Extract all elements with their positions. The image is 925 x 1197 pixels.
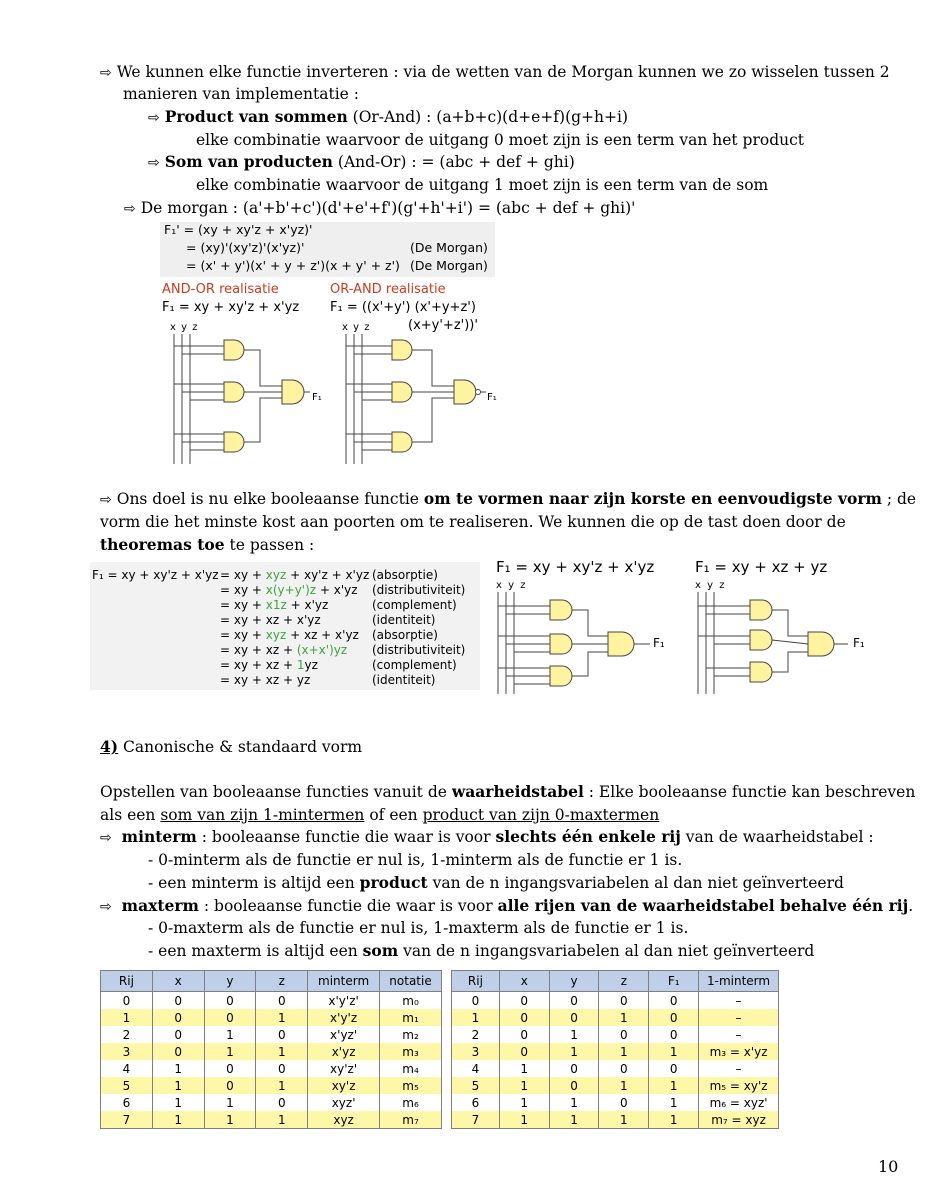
step-text: = xy + xz + [220,643,297,657]
table-cell: m₄ [380,1060,442,1077]
table-header: notatie [380,971,442,992]
and-or-circuit [174,334,310,464]
or-and-eq1: F₁ = ((x'+y') (x'+y+z') [330,300,476,315]
minterm-note1: - 0-minterm als de functie er nul is, 1-minterm als de functie er 1 is. [148,851,683,869]
circuitA-output-label: F₁ [653,636,665,650]
minterm-note2: - een minterm is altijd een product van de n ingangsvariabelen al dan niet geïnverteerd [148,873,844,892]
step-highlight: 1 [296,658,305,672]
table-cell: 1 [204,1043,256,1060]
table-cell: 3 [101,1043,153,1060]
table-cell: 0 [101,992,153,1010]
table-row [101,1060,442,1077]
step-text-rest: yz [304,658,318,672]
table-cell: 1 [452,1009,500,1026]
step-text: = xy + [220,598,266,612]
table-cell: 1 [101,1009,153,1026]
table-cell: m₃ = x'yz [699,1043,779,1060]
table-cell: 2 [452,1026,500,1043]
table-row [101,1026,442,1043]
table-cell: 1 [599,1009,649,1026]
table-cell: 0 [549,1077,599,1094]
or-and-eq2: (x+y'+z'))' [408,318,478,333]
table-cell: 0 [204,1009,256,1026]
sop-desc: elke combinatie waarvoor de uitgang 1 moet zijn is een term van de som [196,176,769,194]
step-text-rest: + x'yz [286,598,329,612]
step-highlight: xyz [265,628,287,642]
table-header: x [499,971,549,992]
table-header: Rij [452,971,500,992]
table-cell: 1 [599,1111,649,1129]
derivation-rule: (complement) [372,598,457,612]
table-cell: 0 [549,1009,599,1026]
table-cell: 2 [101,1026,153,1043]
circuitB-title: F₁ = xy + xz + yz [695,558,828,576]
logic-circuits-2 [490,592,850,696]
step-text: = xy + [220,583,266,597]
minterm-table [100,970,442,1129]
table-cell: 7 [101,1111,153,1129]
para1-line1: ⇨ We kunnen elke functie inverteren : via de wetten van de Morgan kunnen we zo wisselen tussen 2 [100,63,890,81]
step-text: = xy + xz + yz [220,673,311,687]
table-cell: xy'z' [308,1060,380,1077]
table-cell: 1 [549,1043,599,1060]
arrow-icon: ⇨ [148,110,160,126]
table-cell: 1 [499,1077,549,1094]
table-cell: 0 [599,1026,649,1043]
step-text-rest: + xz + x'yz [286,628,359,642]
table-row [452,1009,779,1026]
table-cell: 1 [649,1043,699,1060]
step-text: = xy + [220,628,266,642]
table-cell: x'y'z' [308,992,380,1010]
table-row [101,1043,442,1060]
table-cell: m₀ [380,992,442,1010]
derivation-rule: (distributiviteit) [372,643,466,657]
table-cell: – [699,992,779,1010]
and-or-eq: F₁ = xy + xy'z + x'yz [162,300,300,315]
table-row [101,1009,442,1026]
table-cell: 1 [499,1094,549,1111]
table-header: x [152,971,204,992]
derivation-step [220,673,310,687]
pos-line: ⇨ Product van sommen (Or-And) : (a+b+c)(d+e+f)(g+h+i) [148,107,629,126]
table-cell: 1 [599,1043,649,1060]
table-cell: 1 [256,1111,308,1129]
table-cell: 0 [204,1077,256,1094]
table-header: F₁ [649,971,699,992]
circuitA-inputs: x y z [496,580,526,591]
table-cell: 1 [599,1077,649,1094]
table-header: y [204,971,256,992]
step-text: = xy + [220,568,266,582]
eq-line3: = (x' + y')(x' + y + z')(x + y' + z') [186,258,400,273]
and-or-output-label: F₁ [312,392,322,403]
table-cell: 0 [152,1009,204,1026]
derivation-rule: (absorptie) [372,568,438,582]
derivation-step [220,613,321,627]
table-cell: 0 [499,1043,549,1060]
table-cell: 1 [499,1111,549,1129]
table-cell: 1 [152,1060,204,1077]
table-row [452,1111,779,1129]
table-row [452,992,779,1010]
section-heading: 4) Canonische & standaard vorm [100,737,363,756]
table-cell: 1 [204,1111,256,1129]
table-cell: 0 [649,992,699,1010]
table-cell: 1 [649,1111,699,1129]
table-cell: x'yz [308,1043,380,1060]
table-cell: 1 [204,1094,256,1111]
table-cell: xyz' [308,1094,380,1111]
table-cell: m₆ = xyz' [699,1094,779,1111]
table-row [452,1060,779,1077]
table-cell: 0 [549,1060,599,1077]
table-cell: 1 [152,1094,204,1111]
table-cell: 1 [549,1094,599,1111]
table-cell: xy'z [308,1077,380,1094]
table-cell: 0 [599,1060,649,1077]
table-cell: m₁ [380,1009,442,1026]
step-highlight: (x+x')yz [296,643,348,657]
circuitB-output-label: F₁ [853,636,865,650]
table-header: Rij [101,971,153,992]
table-cell: m₃ [380,1043,442,1060]
table-cell: 6 [452,1094,500,1111]
derivation-step [220,568,369,582]
arrow-icon: ⇨ [100,65,112,81]
table-cell: 1 [152,1077,204,1094]
table-cell: m₇ = xyz [699,1111,779,1129]
para3-line1: Opstellen van booleaanse functies vanuit de waarheidstabel : Elke booleaanse functie kan beschreven [100,782,916,801]
logic-circuits-1 [160,334,500,467]
table-header: y [549,971,599,992]
arrow-icon: ⇨ [100,830,112,846]
table-cell: 4 [101,1060,153,1077]
table-cell: 0 [499,1009,549,1026]
table-header: 1-minterm [699,971,779,992]
table-row [452,1094,779,1111]
table-cell: 0 [152,992,204,1010]
table-cell: 5 [452,1077,500,1094]
or-and-circuit [346,334,486,464]
eq-note2: (De Morgan) [410,240,488,255]
arrow-icon: ⇨ [100,492,112,508]
figure-simplification [90,558,870,698]
table-cell: xyz [308,1111,380,1129]
para3-line2: als een som van zijn 1-mintermen of een product van zijn 0-maxtermen [100,806,660,824]
table-cell: 0 [599,1094,649,1111]
table-cell: 0 [599,992,649,1010]
table-cell: 1 [152,1111,204,1129]
table-row [101,992,442,1010]
table-cell: 0 [152,1026,204,1043]
table-cell: 0 [499,1026,549,1043]
table-cell: – [699,1009,779,1026]
or-and-title: OR-AND realisatie [330,282,446,297]
derivation-rule: (identiteit) [372,613,436,627]
table-cell: 0 [549,992,599,1010]
table-cell: m₂ [380,1026,442,1043]
table-row [452,1026,779,1043]
table-cell: m₇ [380,1111,442,1129]
table-cell: m₅ [380,1077,442,1094]
arrow-icon: ⇨ [100,899,112,915]
step-text: = xy + xz + [220,658,297,672]
derivation-step [220,658,318,672]
table-cell: 1 [649,1094,699,1111]
step-highlight: xyz [265,568,287,582]
table-cell: 0 [649,1060,699,1077]
step-highlight: x1z [265,598,287,612]
table-row [101,1094,442,1111]
table-cell: 0 [204,992,256,1010]
page-number: 10 [878,1157,899,1176]
table-header: z [256,971,308,992]
table-cell: x'yz' [308,1026,380,1043]
eq-line2: = (xy)'(xy'z)'(x'yz)' [186,240,305,255]
table-cell: 0 [499,992,549,1010]
arrow-icon: ⇨ [148,155,160,171]
or-and-output-label: F₁ [487,392,497,403]
maxterm-note1: - 0-maxterm als de functie er nul is, 1-maxterm als de functie er 1 is. [148,919,689,937]
figure-de-morgan [160,222,500,467]
derivation-step [220,628,359,642]
table-cell: 5 [101,1077,153,1094]
table-cell: 1 [256,1077,308,1094]
table-cell: 1 [256,1043,308,1060]
derivation-step [220,583,358,597]
table-cell: 4 [452,1060,500,1077]
table-row [101,1077,442,1094]
table-cell: m₆ [380,1094,442,1111]
minterm-def: ⇨ minterm : booleaanse functie die waar is voor slechts één enkele rij van de waarheidstabel : [100,827,874,846]
truth-table-f1 [451,970,779,1129]
table-cell: 3 [452,1043,500,1060]
derivation-rule: (complement) [372,658,457,672]
table-cell: m₅ = xy'z [699,1077,779,1094]
table-cell: 0 [152,1043,204,1060]
table-cell: 0 [452,992,500,1010]
table-cell: 1 [256,1009,308,1026]
table-cell: – [699,1026,779,1043]
maxterm-def: ⇨ maxterm : booleaanse functie die waar is voor alle rijen van de waarheidstabel behalve één rij. [100,896,914,915]
table-cell: – [699,1060,779,1077]
table-cell: 1 [649,1077,699,1094]
derivation-rule: (distributiviteit) [372,583,466,597]
step-text-rest: + xy'z + x'yz [286,568,370,582]
eq-note3: (De Morgan) [410,258,488,273]
morgan-line: ⇨ De morgan : (a'+b'+c')(d'+e'+f')(g'+h'+i') = (abc + def + ghi)' [124,199,636,217]
table-row [101,1111,442,1129]
table-cell: 1 [549,1111,599,1129]
derivation-rule: (identiteit) [372,673,436,687]
eq-line1: F₁' = (xy + xy'z + x'yz)' [164,222,313,237]
table-cell: 0 [649,1026,699,1043]
table-cell: 1 [499,1060,549,1077]
circuitA [498,592,650,694]
derivation-step [220,598,328,612]
step-highlight: x(y+y')z [265,583,317,597]
table-cell: 1 [204,1026,256,1043]
table-cell: 0 [256,992,308,1010]
circuitA-title: F₁ = xy + xy'z + x'yz [496,558,655,576]
maxterm-note2: - een maxterm is altijd een som van de n ingangsvariabelen al dan niet geïnverteerd [148,941,815,960]
arrow-icon: ⇨ [124,201,136,217]
para2-line2: vorm die het minste kost aan poorten om te realiseren. We kunnen die op de tast doen door de [100,513,846,531]
pos-desc: elke combinatie waarvoor de uitgang 0 moet zijn is een term van het product [196,131,805,149]
table-cell: 6 [101,1094,153,1111]
table-cell: x'y'z [308,1009,380,1026]
circuitB [698,592,848,694]
derivation-lhs: F₁ = xy + xy'z + x'yz [92,568,219,582]
table-cell: 0 [256,1094,308,1111]
step-text: = xy + xz + x'yz [220,613,321,627]
table-header: minterm [308,971,380,992]
table-header: z [599,971,649,992]
table-cell: 0 [256,1060,308,1077]
step-text-rest: + x'yz [316,583,358,597]
table-cell: 0 [256,1026,308,1043]
and-or-title: AND-OR realisatie [162,282,279,297]
table-cell: 0 [649,1009,699,1026]
table-cell: 0 [204,1060,256,1077]
table-row [452,1043,779,1060]
derivation-rule: (absorptie) [372,628,438,642]
table-cell: 1 [549,1026,599,1043]
table-cell: 7 [452,1111,500,1129]
table-row [452,1077,779,1094]
sop-line: ⇨ Som van producten (And-Or) : = (abc + def + ghi) [148,152,575,171]
or-and-inputs: x y z [342,322,370,333]
para2-line3: theoremas toe te passen : [100,535,315,554]
derivation-step [220,643,347,657]
para2-line1: ⇨ Ons doel is nu elke booleaanse functie om te vormen naar zijn korste en eenvoudigste vorm ; de [100,489,917,508]
circuitB-inputs: x y z [695,580,725,591]
para1-line2: manieren van implementatie : [123,85,359,103]
and-or-inputs: x y z [170,322,198,333]
